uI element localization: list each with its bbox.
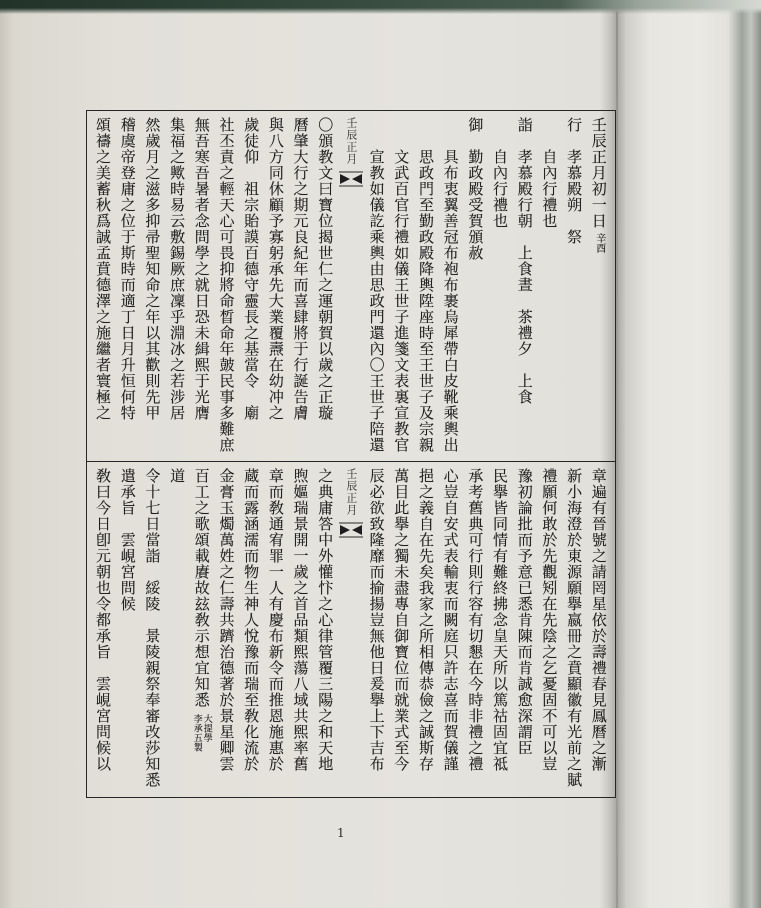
edict-column: 曆肇大行之期元良紀年而喜肆將于行誕告膚 (291, 117, 310, 421)
day-ganzhi: 辛酉 (593, 233, 605, 253)
edict-column: 心豈自安式表輸衷而闕庭只許志喜而賀儀謹 (441, 468, 460, 772)
edict-column: 章而敎通宥罪一人有慶布新令而推恩施惠於 (266, 468, 285, 772)
audience-note: 文武百官行禮如儀王世子進箋文表裏宣教官 (392, 149, 411, 453)
edict-closing-column (192, 468, 212, 752)
royal-order-column: 敎曰今日卽元朝也令都承旨 雲峴宮問候以 (94, 468, 112, 772)
edict-column: 挹之義自在先矣我家之所相傳恭儉之誠斯存 (416, 468, 435, 772)
cover-edge (0, 0, 761, 14)
royal-order-column: 令十七日當詣 綏陵 景陵親祭奉審改莎知悉 (143, 468, 162, 788)
edict-column: 新小海澄於東源願擧嬴冊之賁顯徽有光前之賦 (565, 468, 584, 788)
text-frame (86, 110, 616, 798)
edict-column: 豫初論批而予意已悉肯陳而肯誠愈深謂臣 (515, 468, 534, 756)
edict-column: 之典庸答中外懽忭之心律管覆三陽之和天地 (316, 468, 335, 772)
author-note-title: 大提學 (201, 714, 212, 743)
center-fold-marker (340, 117, 362, 187)
edict-column: 稽虞帝登庸之位于斯時而適丁日月升恒何特 (118, 117, 137, 421)
author-note-name: 李承五製 (191, 714, 202, 752)
edict-column: 章遍有晉號之請罔星依於壽禮春見鳳曆之漸 (589, 468, 608, 772)
text-column: 道 (168, 468, 187, 484)
edict-column: 與八方同休顧予寡躬承先大業覆燾在幼冲之 (266, 117, 285, 421)
edict-column: 社丕責之輕天心可畏抑將命晳命年皷民事多難庶 (217, 117, 236, 453)
edict-column: 辰必欲致隆靡而揄揚豈無他日爰擧上下吉布 (367, 468, 386, 772)
edict-column: 煦嫗瑞景開一歲之首品類熙蕩八域共煕率舊 (291, 468, 310, 772)
audience-note: 具布衷翼善冠布袍布裹烏犀帶白皮靴乘輿出 (441, 149, 460, 453)
date-heading-text: 壬辰正月初一日 (589, 117, 608, 229)
audience-entry: 御 勤政殿受賀頒赦 (466, 117, 485, 261)
author-note (192, 714, 212, 752)
edict-column: 民擧皆同情有難終拂念皇天所以篤祜固宜祗 (491, 468, 509, 772)
edict-column: 然歲月之滋多抑帚聖知命之年以其歡則先甲 (143, 117, 162, 421)
fishtail-mark-icon (339, 171, 363, 187)
rite-entry: 詣 孝慕殿行朝 上食晝 茶禮夕 上食 (515, 117, 534, 405)
facing-page-edge (616, 12, 618, 908)
center-fold-marker (340, 468, 362, 538)
edict-column: 頌禱之美蓄秋爲誠孟賁德澤之施繼者寰極之 (94, 117, 112, 421)
rite-entry: 行 孝慕殿朔 祭 (565, 117, 584, 245)
lower-register (87, 462, 615, 796)
edict-column: 歲徒仰 祖宗貽謨百德守靈長之基當令 廟 (242, 117, 261, 421)
edict-column: 無吾寒吾暑者念問學之就日恐未緝熙于光膺 (192, 117, 211, 421)
edict-column: 〇頒教文曰寶位揭世仁之運朝賀以歲之正璇 (316, 117, 335, 421)
running-head: 壬辰正月 (344, 468, 358, 516)
edict-column: 萬目此擧之獨未盡專自御寶位而就業式至今 (392, 468, 411, 772)
rite-note: 自內行禮也 (491, 149, 509, 229)
royal-order-column: 遣承旨 雲峴宮問候 (118, 468, 137, 612)
edict-column: 禮願何敢於先觀矧在先陰之乞憂固不可以豈 (540, 468, 559, 772)
edict-closing-text: 百工之歌頌載賡故玆敎示想宜知悉 (192, 468, 211, 708)
edict-column: 承考舊典可行則行容有切懇在今時非禮之禮 (466, 468, 485, 772)
edict-column: 集福之歟時易云敷錫厥庶凜乎淵冰之若涉居 (168, 117, 187, 421)
audience-note: 宣教如儀訖乘輿由思政門還內〇王世子陪還 (367, 149, 386, 453)
upper-register (87, 111, 615, 462)
edict-column: 金膏玉燭萬姓之仁壽共躋治德著於景星卿雲 (217, 468, 236, 772)
audience-note: 思政門至勤政殿降輿陞座時至王世子及宗親 (416, 149, 435, 453)
rite-note: 自內行禮也 (540, 149, 559, 229)
edict-column: 蔵而露涵濡而物生神人悅豫而瑞至敎化流於 (242, 468, 261, 772)
page-number: 1 (337, 826, 345, 840)
fishtail-mark-icon (339, 522, 363, 538)
date-heading (589, 117, 609, 253)
running-head: 壬辰正月 (344, 117, 358, 165)
